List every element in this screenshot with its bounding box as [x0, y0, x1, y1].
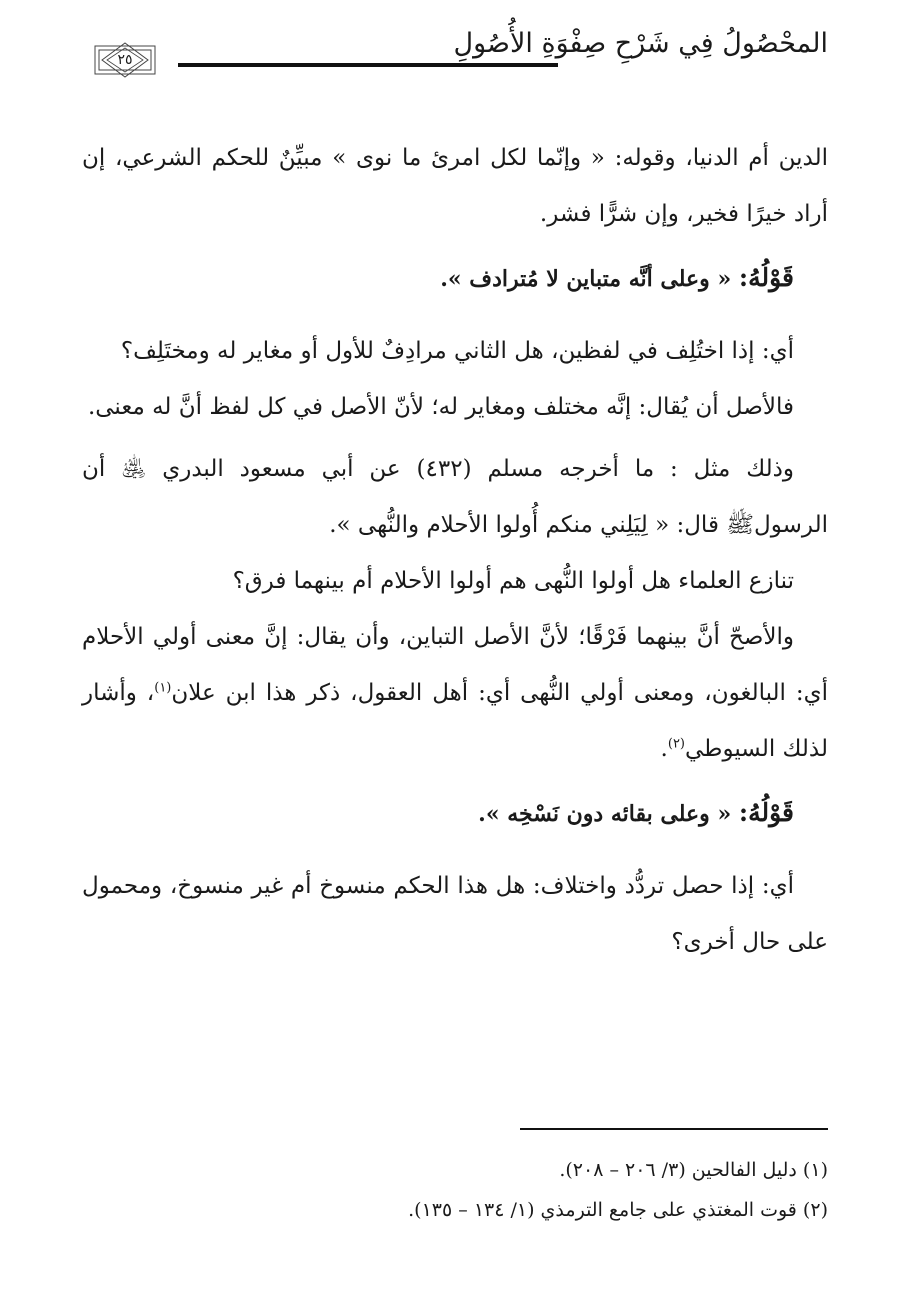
paragraph-text: . [660, 736, 668, 762]
paragraph [82, 609, 828, 777]
matn-quote-text: « وعلى بقائه دون نَسْخِه ». [478, 801, 732, 827]
paragraph: وذلك مثل : ما أخرجه مسلم (٤٣٢) عن أبي مسعود البدري ﵁ أن الرسولﷺ قال: « لِيَلِني منكم أُولوا الأحلام والنُّهى ». [82, 456, 828, 538]
paragraph: الدين أم الدنيا، وقوله: « وإنّما لكل امرئ ما نوى » مبيِّنٌ للحكم الشرعي، إن أراد خيرًا فخير، وإن شرًّا فشر. [82, 145, 828, 227]
paragraph: فالأصل أن يُقال: إنَّه مختلف ومغاير له؛ لأنّ الأصل في كل لفظ أنَّ له معنى. [87, 394, 794, 420]
main-text [82, 130, 828, 970]
header-rule [178, 63, 558, 67]
paragraph-text: والأصحّ أنَّ بينهما فَرْقًا؛ لأنَّ الأصل التباين، وأن يقال: إنَّ معنى أولي الأحلام أي: البالغون، ومعنى أولي النُّهى أي: أهل العقول، ذكر هذا ابن علان [82, 624, 828, 706]
footnote: (١) دليل الفالحين (٣/ ٢٠٦ – ٢٠٨). [559, 1159, 828, 1181]
qawluhu-keyword: قَوْلُهُ: [738, 263, 794, 292]
footnote: (٢) قوت المغتذي على جامع الترمذي (١/ ١٣٤ – ١٣٥). [408, 1199, 828, 1221]
qawluhu-keyword: قَوْلُهُ: [738, 798, 794, 827]
footnote-ref: (١) [154, 680, 172, 696]
page-number-frame [94, 40, 156, 80]
page-number: ٢٥ [117, 52, 133, 68]
footnote-ref: (٢) [667, 736, 685, 752]
footnotes [408, 1150, 828, 1230]
book-title: المحْصُولُ فِي شَرْحِ صِفْوَةِ الأُصُولِ [453, 28, 828, 59]
paragraph-text: ، وأشار لذلك السيوطي [82, 680, 828, 762]
matn-quote [82, 248, 828, 309]
paragraph: أي: إذا اختُلِف في لفظين، هل الثاني مرادِفٌ للأول أو مغاير له ومختَلِف؟ [120, 338, 794, 364]
paragraph: تنازع العلماء هل أولوا النُّهى هم أولوا الأحلام أم بينهما فرق؟ [232, 568, 794, 594]
matn-quote-text: « وعلى أنَّه متباين لا مُترادف ». [440, 266, 732, 292]
paragraph: أي: إذا حصل تردُّد واختلاف: هل هذا الحكم منسوخ أم غير منسوخ، ومحمول على حال أخرى؟ [82, 873, 828, 955]
matn-quote [82, 783, 828, 844]
footnote-separator [520, 1128, 828, 1130]
